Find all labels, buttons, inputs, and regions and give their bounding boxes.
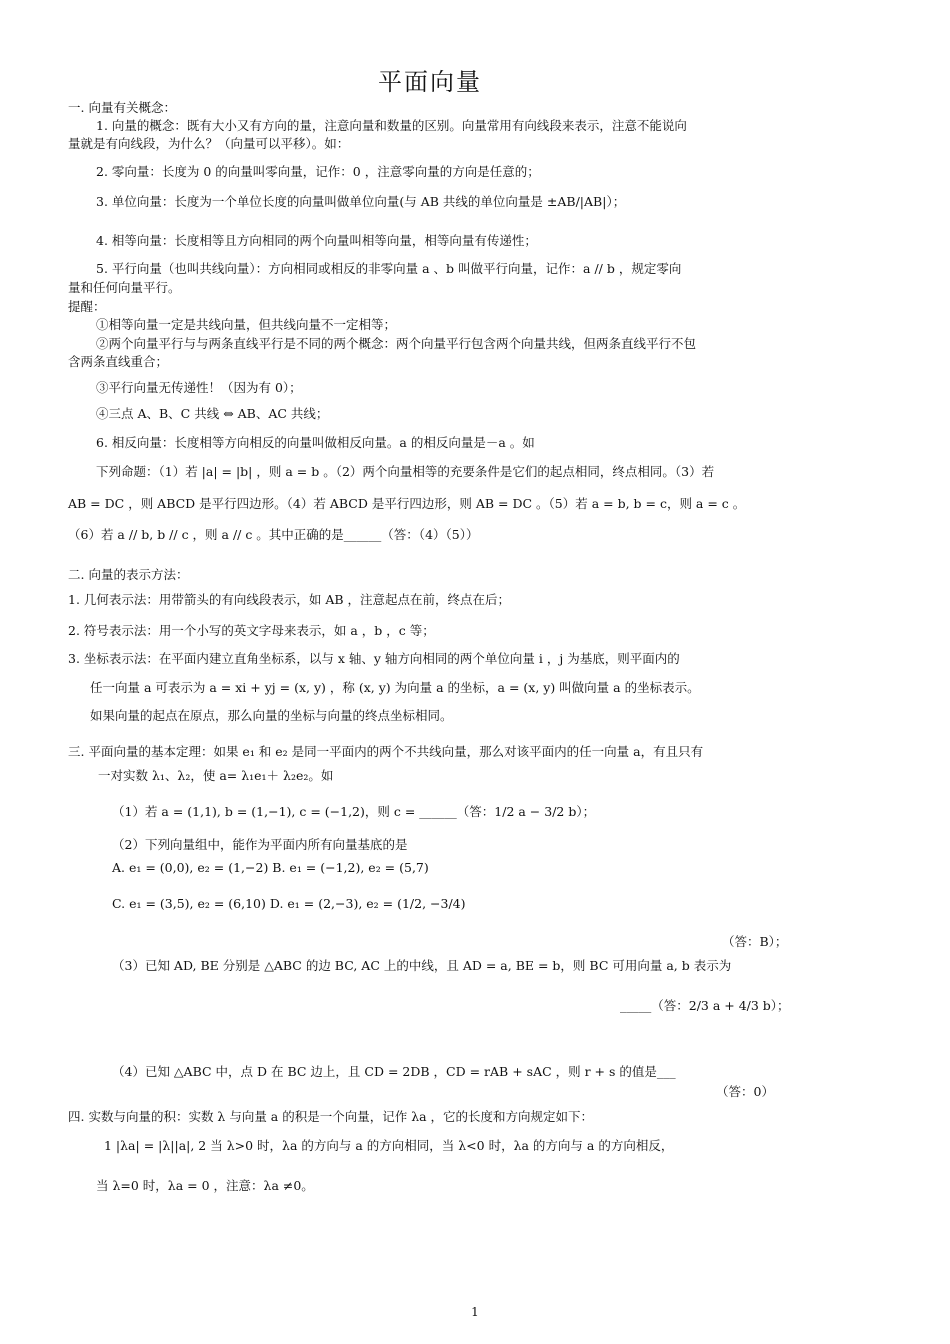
text-line: C. e₁ = (3,5), e₂ = (6,10) D. e₁ = (2,−3), e₂ = (1/2, −3/4) — [112, 896, 466, 911]
text-line: 任一向量 a 可表示为 a = xi + yj = (x, y) ，称 (x, y) 为向量 a 的坐标，a = (x, y) 叫做向量 a 的坐标表示。 — [90, 680, 700, 695]
text-line: 5. 平行向量（也叫共线向量）：方向相同或相反的非零向量 a 、b 叫做平行向量，记作：a // b ，规定零向 — [96, 261, 682, 276]
text-line: 一. 向量有关概念： — [68, 100, 176, 115]
text-line: （4）已知 △ABC 中，点 D 在 BC 边上，且 CD = 2DB ，CD = rAB + sAC ，则 r + s 的值是___ — [112, 1064, 676, 1079]
text-line: （1）若 a = (1,1), b = (1,−1), c = (−1,2)，则 c = ______（答：1/2 a − 3/2 b）； — [112, 804, 596, 819]
text-line: A. e₁ = (0,0), e₂ = (1,−2) B. e₁ = (−1,2), e₂ = (5,7) — [112, 860, 429, 875]
answer-note: （答：B）； — [722, 934, 788, 949]
answer-note: （答：0） — [716, 1084, 774, 1099]
text-line: 三. 平面向量的基本定理：如果 e₁ 和 e₂ 是同一平面内的两个不共线向量，那么对该平面内的任一向量 a，有且只有 — [68, 744, 704, 759]
text-line: 量就是有向线段，为什么？（向量可以平移）。如： — [68, 136, 350, 151]
text-line: 3. 坐标表示法：在平面内建立直角坐标系，以与 x 轴、y 轴方向相同的两个单位向量 i ，j 为基底，则平面内的 — [68, 651, 680, 666]
text-line: （6）若 a // b, b // c ，则 a // c 。其中正确的是______（答：（4）（5）） — [68, 527, 479, 542]
text-line: 四. 实数与向量的积：实数 λ 与向量 a 的积是一个向量，记作 λa ，它的长度和方向规定如下： — [68, 1109, 594, 1124]
text-line: ①相等向量一定是共线向量，但共线向量不一定相等； — [96, 317, 397, 332]
text-line: _____（答：2/3 a + 4/3 b）； — [620, 998, 790, 1013]
page-number: 1 — [471, 1305, 479, 1319]
text-line: 量和任何向量平行。 — [68, 280, 181, 295]
text-line: 1. 向量的概念：既有大小又有方向的量，注意向量和数量的区别。向量常用有向线段来表示，注意不能说向 — [96, 118, 687, 133]
text-line: 提醒： — [68, 299, 106, 314]
text-line: 下列命题：（1）若 |a| = |b| ，则 a = b 。（2）两个向量相等的充要条件是它们的起点相同，终点相同。（3）若 — [96, 464, 715, 479]
text-line: 含两条直线重合； — [68, 354, 169, 369]
text-line: ②两个向量平行与与两条直线平行是不同的两个概念：两个向量平行包含两个向量共线，但两条直线平行不包 — [96, 336, 697, 351]
text-line: 4. 相等向量：长度相等且方向相同的两个向量叫相等向量，相等向量有传递性； — [96, 233, 537, 248]
text-line: 3. 单位向量：长度为一个单位长度的向量叫做单位向量(与 AB 共线的单位向量是 ±AB/|AB|）； — [96, 194, 626, 209]
text-line: ④三点 A、B、C 共线 ⇔ AB、AC 共线； — [96, 406, 329, 421]
text-line: 6. 相反向量：长度相等方向相反的向量叫做相反向量。a 的相反向量是－a 。如 — [96, 435, 535, 450]
text-line: 2. 零向量：长度为 0 的向量叫零向量，记作：0 ，注意零向量的方向是任意的； — [96, 164, 540, 179]
page-title: 平面向量 — [378, 68, 482, 96]
text-line: （3）已知 AD, BE 分别是 △ABC 的边 BC, AC 上的中线，且 AD = a, BE = b，则 BC 可用向量 a, b 表示为 — [112, 958, 732, 973]
text-line: 1. 几何表示法：用带箭头的有向线段表示，如 AB ，注意起点在前，终点在后； — [68, 592, 511, 607]
text-line: 如果向量的起点在原点，那么向量的坐标与向量的终点坐标相同。 — [90, 708, 453, 723]
text-line: 当 λ=0 时，λa = 0 ，注意：λa ≠0。 — [96, 1178, 314, 1193]
text-line: 1 |λa| = |λ||a|, 2 当 λ>0 时，λa 的方向与 a 的方向相同，当 λ<0 时，λa 的方向与 a 的方向相反， — [104, 1138, 674, 1153]
text-line: （2）下列向量组中，能作为平面内所有向量基底的是 — [112, 837, 408, 852]
text-line: 2. 符号表示法：用一个小写的英文字母来表示，如 a ，b ，c 等； — [68, 623, 435, 638]
text-line: 一对实数 λ₁、λ₂，使 a= λ₁e₁＋ λ₂e₂。如 — [98, 768, 334, 783]
text-line: 二. 向量的表示方法： — [68, 567, 189, 582]
text-line: ③平行向量无传递性！（因为有 0）； — [96, 380, 302, 395]
text-line: AB = DC ，则 ABCD 是平行四边形。（4）若 ABCD 是平行四边形，则 AB = DC 。（5）若 a = b, b = c，则 a = c 。 — [68, 496, 746, 511]
